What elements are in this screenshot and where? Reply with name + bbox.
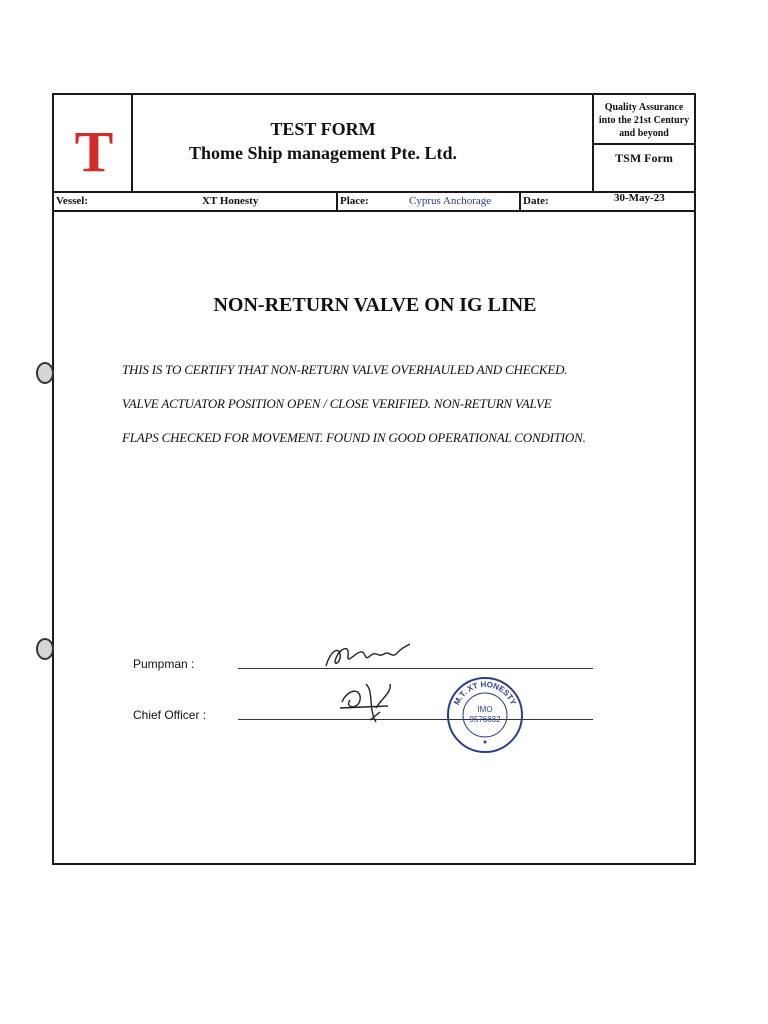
form-type-label: TSM Form: [615, 151, 673, 165]
svg-text:M.T. XT HONESTY: M.T. XT HONESTY: [452, 679, 518, 707]
pumpman-signature: [320, 640, 412, 674]
vessel-value: XT Honesty: [202, 195, 259, 207]
details-row: [52, 191, 696, 212]
company-logo-icon: [72, 121, 116, 177]
svg-text:IMO: IMO: [477, 705, 493, 714]
svg-text:9576832: 9576832: [469, 715, 501, 724]
quality-assurance-note: Quality Assurance into the 21st Century and beyond: [598, 102, 690, 139]
chief-officer-signature: [336, 678, 408, 728]
place-label: Place:: [340, 195, 369, 207]
svg-text:T: T: [74, 121, 114, 177]
vessel-label: Vessel:: [56, 195, 88, 207]
divider: [592, 143, 696, 145]
binder-hole: [36, 362, 54, 384]
date-value: 30-May-23: [614, 192, 665, 204]
certification-line-2: VALVE ACTUATOR POSITION OPEN / CLOSE VERIFIED. NON-RETURN VALVE: [122, 396, 552, 411]
company-name: Thome Ship management Pte. Ltd.: [188, 143, 457, 163]
date-label: Date:: [523, 195, 549, 207]
document-heading: NON-RETURN VALVE ON IG LINE: [213, 294, 537, 316]
form-title: TEST FORM: [270, 119, 376, 139]
chief-officer-label: Chief Officer :: [133, 708, 207, 722]
pumpman-signature-line: [238, 668, 593, 669]
binder-hole: [36, 638, 54, 660]
pumpman-label: Pumpman :: [133, 657, 195, 671]
ship-stamp-icon: [446, 676, 524, 754]
chief-officer-signature-line: [238, 719, 593, 720]
form-header: [52, 93, 696, 193]
place-value: Cyprus Anchorage: [409, 195, 492, 207]
certification-line-1: THIS IS TO CERTIFY THAT NON-RETURN VALVE OVERHAULED AND CHECKED.: [122, 362, 568, 377]
certification-line-3: FLAPS CHECKED FOR MOVEMENT. FOUND IN GOOD OPERATIONAL CONDITION.: [122, 430, 586, 445]
